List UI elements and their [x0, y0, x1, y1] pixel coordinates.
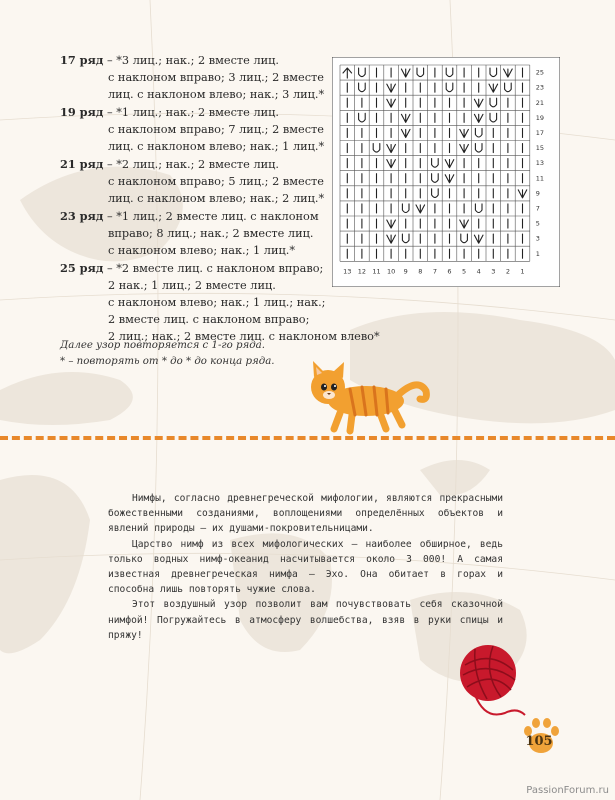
row-21-instruction: 21 ряд – *2 лиц.; нак.; 2 вместе лиц. с наклоном вправо; 5 лиц.; 2 вместе лиц. с наклоном влево; нак.; 2 лиц.* — [60, 157, 325, 205]
pattern-notes — [60, 338, 275, 370]
chart-row-label: 5 — [535, 219, 540, 228]
chart-row-label: 9 — [535, 189, 540, 198]
story-paragraph: Этот воздушный узор позволит вам почувствовать себя сказочной нимфой! Погружайтесь в атмосферу волшебства, взяв в руки спицы и пряжу! — [108, 599, 503, 641]
yarn-ball-icon — [435, 635, 535, 725]
cat-illustration — [300, 357, 435, 435]
chart-row-label: 15 — [535, 144, 545, 153]
chart-column-label: 13 — [343, 267, 352, 276]
chart-column-label: 8 — [418, 267, 423, 276]
dashed-divider — [0, 436, 615, 440]
row-label: 25 ряд — [60, 261, 104, 275]
repeat-note: Далее узор повторяется с 1-го ряда. — [60, 340, 265, 351]
chart-row-label: 23 — [535, 83, 545, 92]
chart-row-label: 7 — [535, 204, 540, 213]
chart-column-label: 12 — [357, 267, 367, 276]
row-19-instruction: 19 ряд – *1 лиц.; нак.; 2 вместе лиц. с наклоном вправо; 7 лиц.; 2 вместе лиц. с наклоном влево; нак.; 1 лиц.* — [60, 105, 325, 153]
chart-column-label: 2 — [505, 267, 510, 276]
story-paragraph: Нимфы, согласно древнегреческой мифологии, являются прекрасными божественными созданиями, воплощениями определённых объектов и явлений природы – их душами-покровительницами. — [108, 493, 503, 535]
knitting-chart — [332, 57, 560, 287]
chart-column-label: 11 — [372, 267, 381, 276]
row-25-instruction: 25 ряд – *2 вместе лиц. с наклоном вправо; 2 нак.; 1 лиц.; 2 вместе лиц. с наклоном влево; нак.; 1 лиц.; нак.; 2 вместе лиц. с наклоном вправо; 2 лиц.; нак.; 2 вместе лиц. с наклоном влево* — [60, 261, 380, 343]
row-label: 17 ряд — [60, 53, 104, 67]
chart-column-label: 4 — [476, 267, 481, 276]
chart-column-label: 1 — [520, 267, 525, 276]
nymph-story — [108, 491, 503, 643]
chart-row-label: 3 — [535, 234, 540, 243]
chart-row-label: 11 — [535, 174, 545, 183]
story-paragraph: Царство нимф из всех мифологических – наиболее обширное, ведь только водных нимф-океанид насчитывается около 3 000! А самая известная древнегреческая нимфа – Эхо. Она обитает в горах и способна лишь повторять чужие слова. — [108, 538, 503, 596]
chart-row-label: 17 — [535, 128, 545, 137]
chart-column-label: 10 — [386, 267, 396, 276]
page-number: 105 — [525, 734, 553, 749]
row-17-instruction: 17 ряд – *3 лиц.; нак.; 2 вместе лиц. с наклоном вправо; 3 лиц.; 2 вместе лиц. с наклоном влево; нак.; 3 лиц.* — [60, 53, 325, 101]
chart-row-label: 1 — [535, 249, 540, 258]
watermark: PassionForum.ru — [526, 785, 609, 796]
chart-row-label: 21 — [535, 98, 545, 107]
row-label: 19 ряд — [60, 105, 104, 119]
chart-row-label: 13 — [535, 159, 545, 168]
chart-column-label: 6 — [447, 267, 452, 276]
row-label: 21 ряд — [60, 157, 104, 171]
chart-column-label: 3 — [491, 267, 496, 276]
chart-column-label: 9 — [403, 267, 408, 276]
chart-column-label: 7 — [432, 267, 437, 276]
chart-row-label: 19 — [535, 113, 545, 122]
row-23-instruction: 23 ряд – *1 лиц.; 2 вместе лиц. с наклоном вправо; 8 лиц.; нак.; 2 вместе лиц. с наклоном влево; нак.; 1 лиц.* — [60, 209, 319, 257]
asterisk-note: * – повторять от * до * до конца ряда. — [60, 356, 275, 367]
row-label: 23 ряд — [60, 209, 104, 223]
chart-column-label: 5 — [462, 267, 467, 276]
chart-row-label: 25 — [535, 68, 545, 77]
